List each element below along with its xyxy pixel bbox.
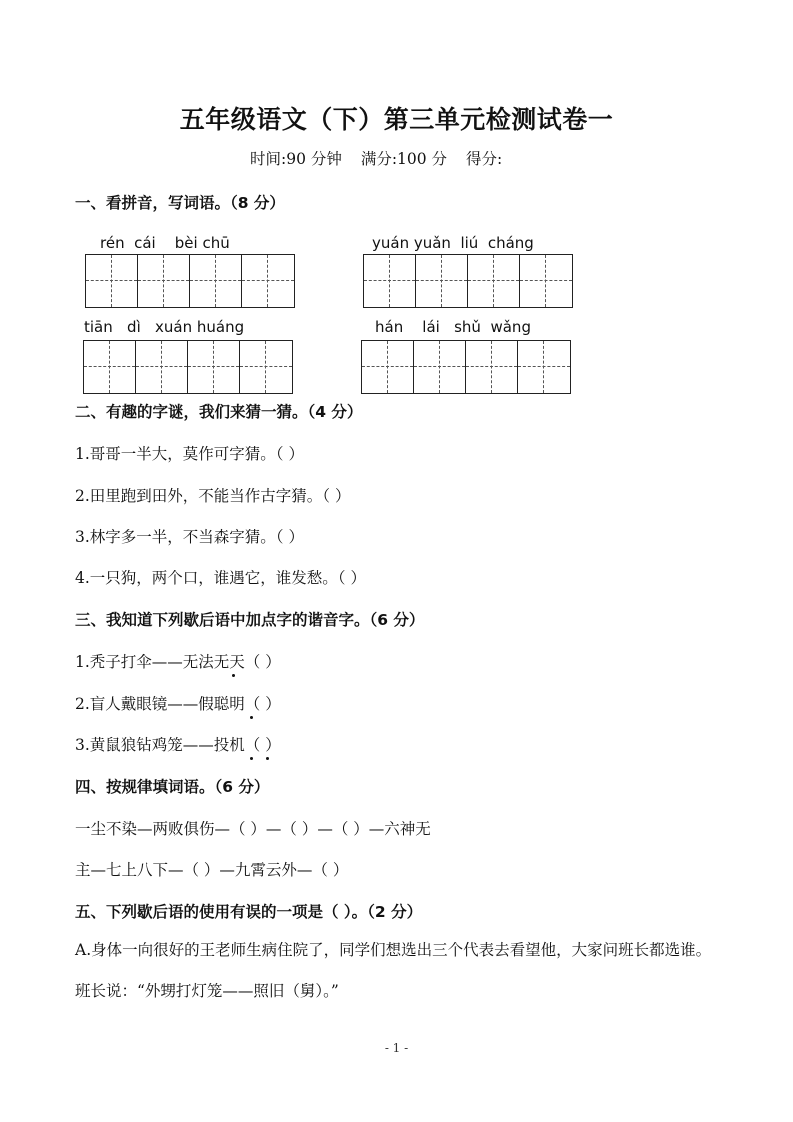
pinyin-group-3: tiān dì xuán huáng — [84, 318, 245, 336]
riddle-2: 2.田里跑到田外，不能当作古字猜。（ ） — [75, 487, 351, 505]
exam-info — [250, 147, 516, 169]
xiehouyu-1: 1.秃子打伞——无法无天（ ） — [75, 653, 281, 671]
exam-time: 时间:90 分钟 — [250, 150, 342, 168]
page-title: 五年级语文（下）第三单元检测试卷一 — [179, 105, 614, 134]
riddle-3: 3.林字多一半，不当森字猜。（ ） — [75, 528, 304, 546]
pattern-line-2: 主—七上八下—（ ）—九霄云外—（ ） — [75, 861, 349, 879]
section4-heading: 四、按规律填词语。（6 分） — [75, 778, 270, 796]
riddle-4: 4.一只狗，两个口，谁遇它，谁发愁。（ ） — [75, 569, 366, 587]
emphasis-dot — [250, 757, 253, 760]
exam-full-score: 满分:100 分 — [360, 150, 448, 168]
section5-heading: 五、下列歇后语的使用有误的一项是（ ）。（2 分） — [75, 903, 423, 921]
pattern-line-1: 一尘不染—两败俱伤—（ ）—（ ）—（ ）—六神无 — [75, 820, 431, 838]
section3-heading: 三、我知道下列歇后语中加点字的谐音字。（6 分） — [75, 611, 425, 629]
xiehouyu-2: 2.盲人戴眼镜——假聪明（ ） — [75, 695, 281, 713]
exam-score: 得分: — [465, 150, 503, 168]
riddle-1: 1.哥哥一半大，莫作可字猜。（ ） — [75, 445, 304, 463]
option-a: A.身体一向很好的王老师生病住院了，同学们想选出三个代表去看望他，大家问班长都选谁。班长说：“外甥打灯笼——照旧（舅）。” — [75, 941, 712, 1000]
writing-grid-2[interactable] — [363, 254, 573, 308]
writing-grid-3[interactable] — [83, 340, 293, 394]
pinyin-group-4: hán lái shǔ wǎng — [375, 318, 531, 336]
emphasis-dot — [266, 757, 269, 760]
emphasis-dot — [250, 716, 253, 719]
page-number: - 1 - — [384, 1041, 409, 1055]
pinyin-group-1: rén cái bèi chū — [100, 234, 230, 252]
section1-heading: 一、看拼音，写词语。（8 分） — [75, 194, 285, 212]
writing-grid-1[interactable] — [85, 254, 295, 308]
pinyin-group-2: yuán yuǎn liú cháng — [372, 234, 534, 252]
section2-heading: 二、有趣的字谜，我们来猜一猜。（4 分） — [75, 403, 363, 421]
xiehouyu-3: 3.黄鼠狼钻鸡笼——投机（ ） — [75, 736, 281, 754]
emphasis-dot — [232, 674, 235, 677]
writing-grid-4[interactable] — [361, 340, 571, 394]
